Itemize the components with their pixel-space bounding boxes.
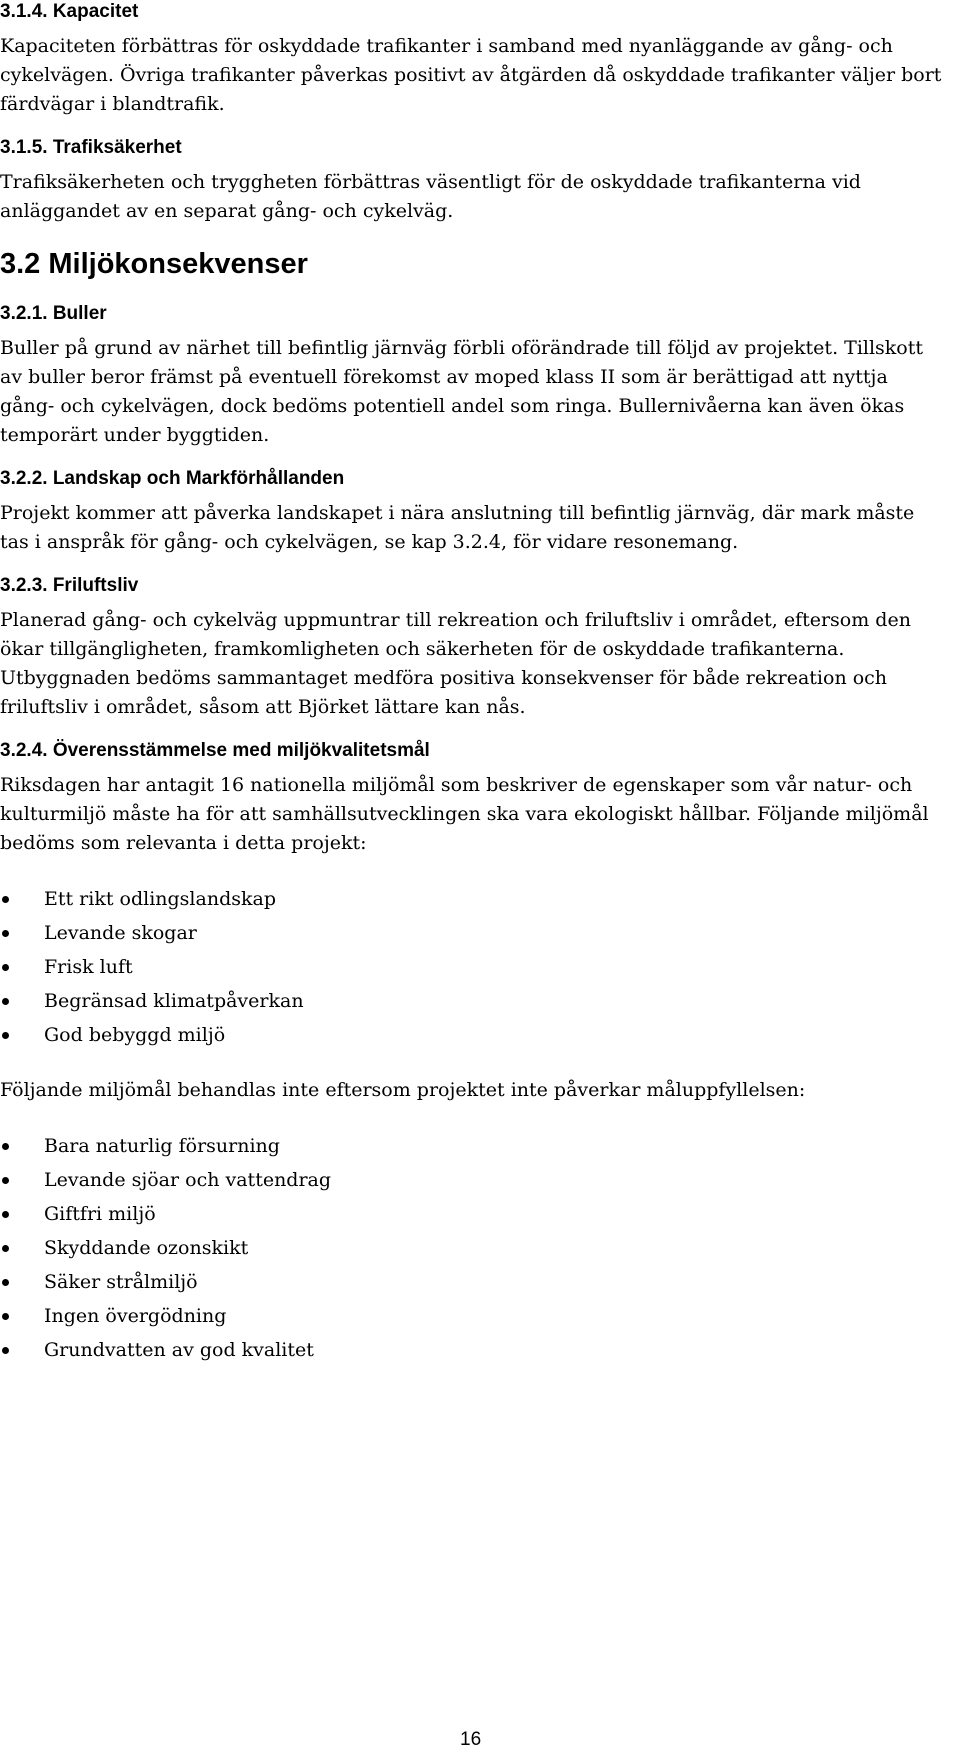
bullet-icon <box>2 1347 9 1354</box>
bullet-icon <box>2 998 9 1005</box>
list-item <box>0 984 945 1018</box>
bullet-icon <box>2 896 9 903</box>
list-item <box>0 1163 945 1197</box>
bullet-icon <box>2 1313 9 1320</box>
heading-miljokonsekvenser: 3.2 Miljökonsekvenser <box>0 248 308 280</box>
list-item-label: God bebyggd miljö <box>44 1024 226 1046</box>
list-item <box>0 1265 945 1299</box>
bullet-icon <box>2 1279 9 1286</box>
list-item-label: Säker strålmiljö <box>44 1271 198 1293</box>
bullet-icon <box>2 1032 9 1039</box>
list-item-label: Levande sjöar och vattendrag <box>44 1169 332 1191</box>
list-item-label: Giftfri miljö <box>44 1203 156 1225</box>
list-item <box>0 1197 945 1231</box>
paragraph-friluftsliv: Planerad gång- och cykelväg uppmuntrar till rekreation och friluftsliv i området, eftersom den ökar tillgängligheten, framkomligheten och säkerheten för de oskyddade trafikanterna. Utbyggnaden bedöms sammantaget medföra positiva konsekvenser för både rekreation och friluftsliv i området, såsom att Björket lättare kan nås. <box>0 609 911 718</box>
heading-friluftsliv: 3.2.3. Friluftsliv <box>0 575 139 596</box>
list-item <box>0 1129 945 1163</box>
paragraph-buller: Buller på grund av närhet till befintlig järnväg förbli oförändrade till följd av projektet. Tillskott av buller beror främst på eventuell förekomst av moped klass II som är berättigad att nyttja gång- och cykelvägen, dock bedöms potentiell andel som ringa. Bullernivåerna kan även ökas temporärt under byggtiden. <box>0 337 924 446</box>
list-item-label: Levande skogar <box>44 922 197 944</box>
paragraph-miljokvalitetsmal: Riksdagen har antagit 16 nationella miljömål som beskriver de egenskaper som vår natur- och kulturmiljö måste ha för att samhällsutvecklingen ska vara ekologiskt hållbar. Följande miljömål bedöms som relevanta i detta projekt: <box>0 774 929 854</box>
bullet-icon <box>2 1143 9 1150</box>
list-item <box>0 882 945 916</box>
heading-kapacitet: 3.1.4. Kapacitet <box>0 1 139 22</box>
relevant-goals-list <box>0 882 945 1052</box>
list-item-label: Ingen övergödning <box>44 1305 227 1327</box>
not-handled-goals-list <box>0 1129 945 1367</box>
bullet-icon <box>2 964 9 971</box>
list-item <box>0 1231 945 1265</box>
list-item-label: Begränsad klimatpåverkan <box>44 990 304 1012</box>
list-item-label: Skyddande ozonskikt <box>44 1237 249 1259</box>
heading-landskap: 3.2.2. Landskap och Markförhållanden <box>0 468 345 489</box>
list-item <box>0 1018 945 1052</box>
paragraph-trafiksakerhet: Trafiksäkerheten och tryggheten förbättras väsentligt för de oskyddade trafikanterna vid anläggandet av en separat gång- och cykelväg. <box>0 171 861 222</box>
bullet-icon <box>2 1245 9 1252</box>
bullet-icon <box>2 1211 9 1218</box>
page-number: 16 <box>460 1729 482 1750</box>
heading-trafiksakerhet: 3.1.5. Trafiksäkerhet <box>0 137 182 158</box>
list-item-label: Frisk luft <box>44 956 133 978</box>
list-item-label: Bara naturlig försurning <box>44 1135 280 1157</box>
heading-miljokvalitetsmal: 3.2.4. Överensstämmelse med miljökvalitetsmål <box>0 740 430 761</box>
list-item-label: Ett rikt odlingslandskap <box>44 888 276 910</box>
paragraph-kapacitet: Kapaciteten förbättras för oskyddade trafikanter i samband med nyanläggande av gång- och cykelvägen. Övriga trafikanter påverkas positivt av åtgärden då oskyddade trafikanter väljer bort färdvägar i blandtrafik. <box>0 35 942 115</box>
bullet-icon <box>2 930 9 937</box>
list-item <box>0 916 945 950</box>
list-item <box>0 950 945 984</box>
list-item-label: Grundvatten av god kvalitet <box>44 1339 314 1361</box>
bullet-icon <box>2 1177 9 1184</box>
list-item <box>0 1333 945 1367</box>
heading-buller: 3.2.1. Buller <box>0 303 107 324</box>
list-item <box>0 1299 945 1333</box>
paragraph-not-handled: Följande miljömål behandlas inte eftersom projektet inte påverkar måluppfyllelsen: <box>0 1079 806 1101</box>
paragraph-landskap: Projekt kommer att påverka landskapet i nära anslutning till befintlig järnväg, där mark måste tas i anspråk för gång- och cykelvägen, se kap 3.2.4, för vidare resonemang. <box>0 502 915 553</box>
